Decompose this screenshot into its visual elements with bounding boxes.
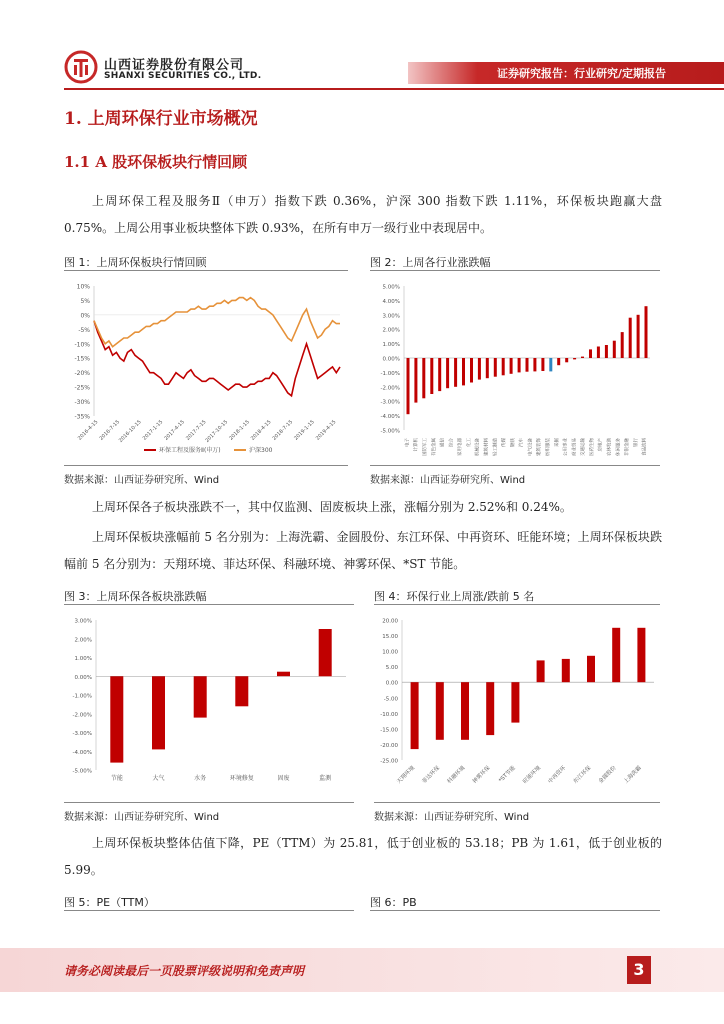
x-tick-label: 2017-7-15 xyxy=(185,419,208,442)
y-tick-label: 5.00% xyxy=(382,284,400,291)
company-logo-icon xyxy=(64,50,98,84)
y-tick-label: 20.00 xyxy=(382,618,398,625)
legend-label: 环保工程及服务Ⅱ(申万) xyxy=(159,447,221,454)
chart-fig4-top-bottom-5 xyxy=(374,612,660,796)
y-tick-label: 0.00% xyxy=(74,674,92,681)
bar xyxy=(549,358,552,371)
y-tick-label: -25.00 xyxy=(380,758,398,765)
report-type-band xyxy=(408,62,724,84)
subsection-title: 1.1 A 股环保板块行情回顾 xyxy=(64,153,248,171)
y-tick-label: -5% xyxy=(78,326,90,334)
x-category-label: 化工 xyxy=(466,438,472,447)
x-tick-label: 2017-1-15 xyxy=(141,419,165,442)
bar xyxy=(510,358,513,374)
x-category-label: 电子 xyxy=(405,438,411,447)
caption-line xyxy=(370,270,660,271)
bar xyxy=(494,358,497,377)
caption-line xyxy=(64,270,348,271)
x-category-label: 家用电器 xyxy=(458,438,464,456)
bar xyxy=(438,358,441,391)
bar xyxy=(319,629,332,676)
bar xyxy=(486,682,494,735)
bar xyxy=(436,682,444,740)
caption-line xyxy=(64,604,354,605)
y-tick-label: -10% xyxy=(74,341,90,349)
bar xyxy=(629,318,632,358)
x-category-label: 金圆股份 xyxy=(597,765,618,785)
x-tick-label: 2018-7-15 xyxy=(271,419,295,442)
y-tick-label: -35% xyxy=(74,413,90,421)
x-tick-label: 2017-4-15 xyxy=(163,419,186,442)
x-tick-label: 2016-7-15 xyxy=(98,419,122,442)
x-tick-label: 2016-4-15 xyxy=(76,419,100,442)
x-category-label: 水务 xyxy=(194,775,207,782)
bar xyxy=(537,660,545,682)
x-category-label: 通信 xyxy=(440,438,446,447)
bar xyxy=(422,358,425,398)
y-tick-label: 5% xyxy=(80,297,90,305)
bar xyxy=(562,659,570,682)
y-tick-label: -20% xyxy=(74,370,90,378)
y-tick-label: -10.00 xyxy=(380,711,398,718)
y-tick-label: 2.00% xyxy=(74,637,92,644)
x-category-label: 纺织服装 xyxy=(545,438,551,456)
y-tick-label: -2.00% xyxy=(380,385,400,392)
x-category-label: 休闲服务 xyxy=(616,438,622,456)
x-category-label: 中再资环 xyxy=(547,765,568,785)
x-tick-label: 2016-10-15 xyxy=(117,419,143,444)
x-category-label: 科融环境 xyxy=(446,765,467,785)
bar xyxy=(411,682,419,749)
x-category-label: 农林牧渔 xyxy=(607,438,613,456)
x-category-label: 东江环保 xyxy=(572,765,593,785)
bar xyxy=(581,357,584,358)
bar xyxy=(605,345,608,358)
y-tick-label: -25% xyxy=(74,384,90,392)
x-category-label: 固废 xyxy=(277,775,290,782)
y-tick-label: 10.00 xyxy=(382,649,398,656)
x-category-label: 上海洗霸 xyxy=(623,765,643,785)
caption-fig2: 图 2：上周各行业涨跌幅 xyxy=(370,256,491,269)
report-type: 证券研究报告：行业研究/定期报告 xyxy=(496,67,666,80)
caption-line xyxy=(374,604,660,605)
source-line xyxy=(370,465,660,466)
caption-fig1: 图 1：上周环保板块行情回顾 xyxy=(64,256,207,269)
bar xyxy=(526,358,529,372)
y-tick-label: -4.00% xyxy=(72,749,92,756)
bar xyxy=(557,358,560,365)
x-category-label: 环境修复 xyxy=(229,775,254,782)
page-footer xyxy=(0,948,724,992)
y-tick-label: 5.00 xyxy=(385,665,398,672)
y-tick-label: 15.00 xyxy=(382,634,398,641)
x-category-label: 节能 xyxy=(110,775,123,782)
x-category-label: 采掘 xyxy=(554,438,560,447)
company-name-en: SHANXI SECURITIES CO., LTD. xyxy=(104,71,262,81)
x-category-label: *ST节能 xyxy=(497,765,517,784)
y-tick-label: 1.00% xyxy=(74,656,92,662)
x-category-label: 国防军工 xyxy=(422,438,428,456)
x-category-label: 医药生物 xyxy=(589,438,595,456)
x-category-label: 建筑材料 xyxy=(484,438,490,456)
bar xyxy=(518,358,521,372)
y-tick-label: -30% xyxy=(74,399,90,407)
bar xyxy=(152,676,165,749)
bar xyxy=(637,315,640,358)
bar xyxy=(110,676,123,762)
x-category-label: 轻工制造 xyxy=(493,438,499,456)
y-tick-label: -2.00% xyxy=(72,712,92,719)
source-line xyxy=(374,802,660,803)
legend-label: 沪深300 xyxy=(249,447,273,454)
bar xyxy=(446,358,449,388)
chart-fig1-index-trend xyxy=(64,276,348,460)
x-category-label: 传媒 xyxy=(502,438,508,447)
company-name-cn: 山西证券股份有限公司 xyxy=(104,58,245,73)
bar xyxy=(587,656,595,682)
bar xyxy=(194,676,207,717)
x-tick-label: 2019-1-15 xyxy=(293,419,316,442)
y-tick-label: -15% xyxy=(74,355,90,363)
y-tick-label: -3.00% xyxy=(380,399,400,406)
x-category-label: 计算机 xyxy=(414,438,420,452)
x-tick-label: 2019-4-15 xyxy=(314,419,338,442)
x-category-label: 公用事业 xyxy=(563,438,569,456)
x-category-label: 汽车 xyxy=(519,438,525,447)
x-category-label: 菲达环保 xyxy=(421,765,442,785)
page-header xyxy=(0,0,724,90)
chart-fig3-subsector-change xyxy=(64,612,354,796)
y-tick-label: -1.00% xyxy=(72,693,92,700)
bar xyxy=(565,358,568,362)
caption-line xyxy=(370,910,660,911)
x-category-label: 综合 xyxy=(449,438,455,447)
y-tick-label: 0.00% xyxy=(382,356,400,363)
paragraph-1: 上周环保工程及服务Ⅱ（申万）指数下跌 0.36%，沪深 300 指数下跌 1.11%，环保板块跑赢大盘 0.75%。上周公用事业板块整体下跌 0.93%，在所有申万一级行业中表现居中。 xyxy=(64,194,662,235)
paragraph-3: 上周环保板块涨幅前 5 名分别为：上海洗霸、金圆股份、东江环保、中再资环、旺能环境；上周环保板块跌幅前 5 名分别为：天翔环境、菲达环保、科融环境、神雾环保、*ST 节能。 xyxy=(64,530,662,571)
paragraph-2: 上周环保各子板块涨跌不一，其中仅监测、固废板块上涨，涨幅分别为 2.52%和 0.24%。 xyxy=(92,500,572,514)
y-tick-label: 3.00% xyxy=(382,313,400,320)
bar xyxy=(454,358,457,387)
y-tick-label: 10% xyxy=(76,283,90,291)
bar xyxy=(486,358,489,378)
chart-fig2-industry-change xyxy=(370,276,660,460)
bar xyxy=(461,682,469,740)
bar xyxy=(589,349,592,358)
footer-disclaimer: 请务必阅读最后一页股票评级说明和免责声明 xyxy=(64,964,305,978)
y-tick-label: -1.00% xyxy=(380,370,400,377)
y-tick-label: 3.00% xyxy=(74,618,92,625)
bar xyxy=(573,358,576,359)
x-tick-label: 2017-10-15 xyxy=(204,419,230,444)
bar xyxy=(407,358,410,414)
bar xyxy=(470,358,473,383)
x-category-label: 神雾环保 xyxy=(471,765,492,785)
source-fig1: 数据来源：山西证券研究所、Wind xyxy=(64,475,220,486)
series-line xyxy=(94,298,340,347)
caption-fig4: 图 4：环保行业上周涨/跌前 5 名 xyxy=(374,590,535,603)
x-category-label: 电气设备 xyxy=(528,438,534,456)
x-category-label: 钢铁 xyxy=(510,438,516,447)
x-category-label: 天翔环境 xyxy=(396,765,417,785)
bar xyxy=(541,358,544,371)
x-category-label: 监测 xyxy=(319,775,332,782)
x-category-label: 食品饮料 xyxy=(642,438,648,456)
x-category-label: 有色金属 xyxy=(431,438,437,456)
x-category-label: 交通运输 xyxy=(581,438,587,456)
bar xyxy=(502,358,505,375)
x-category-label: 银行 xyxy=(633,438,639,447)
caption-fig5: 图 5：PE（TTM） xyxy=(64,896,155,909)
bar xyxy=(621,332,624,358)
bar xyxy=(612,628,620,682)
bar xyxy=(478,358,481,380)
y-tick-label: -20.00 xyxy=(380,742,398,749)
source-fig4: 数据来源：山西证券研究所、Wind xyxy=(374,812,530,823)
x-category-label: 大气 xyxy=(152,775,165,782)
paragraph-4: 上周环保板块整体估值下降，PE（TTM）为 25.81，低于创业板的 53.18；PB 为 1.61，低于创业板的 5.99。 xyxy=(64,836,662,877)
y-tick-label: -5.00 xyxy=(383,696,398,703)
x-tick-label: 2018-1-15 xyxy=(228,419,251,442)
bar xyxy=(613,341,616,358)
y-tick-label: 0.00 xyxy=(385,680,398,687)
bar xyxy=(533,358,536,371)
x-category-label: 商业贸易 xyxy=(572,438,578,456)
series-line xyxy=(94,321,340,396)
bar xyxy=(637,628,645,682)
page-number: 3 xyxy=(627,956,651,984)
bar xyxy=(511,682,519,722)
bar xyxy=(430,358,433,394)
y-tick-label: 0% xyxy=(80,312,90,320)
caption-fig3: 图 3：上周环保各板块涨跌幅 xyxy=(64,590,207,603)
caption-line xyxy=(64,910,354,911)
caption-fig6: 图 6：PB xyxy=(370,896,417,909)
bar xyxy=(645,306,648,358)
bar xyxy=(462,358,465,385)
y-tick-label: -5.00% xyxy=(380,428,400,435)
source-line xyxy=(64,465,348,466)
x-category-label: 旺能环境 xyxy=(522,765,543,785)
bar xyxy=(277,672,290,677)
y-tick-label: 1.00% xyxy=(382,342,400,349)
x-category-label: 机械设备 xyxy=(475,438,481,456)
source-fig2: 数据来源：山西证券研究所、Wind xyxy=(370,475,526,486)
y-tick-label: -4.00% xyxy=(380,414,400,421)
x-category-label: 非银金融 xyxy=(625,438,631,456)
x-tick-label: 2018-4-15 xyxy=(249,419,273,442)
y-tick-label: 2.00% xyxy=(382,327,400,334)
x-category-label: 建筑装饰 xyxy=(537,438,543,456)
bar xyxy=(597,347,600,359)
header-divider xyxy=(64,88,724,90)
bar xyxy=(235,676,248,706)
source-line xyxy=(64,802,354,803)
y-tick-label: -15.00 xyxy=(380,727,398,734)
y-tick-label: -3.00% xyxy=(72,731,92,737)
bar xyxy=(414,358,417,403)
section-title: 1. 上周环保行业市场概况 xyxy=(64,109,258,129)
y-tick-label: -5.00% xyxy=(72,768,92,775)
source-fig3: 数据来源：山西证券研究所、Wind xyxy=(64,812,220,823)
y-tick-label: 4.00% xyxy=(382,298,400,305)
x-category-label: 房地产 xyxy=(598,438,604,452)
